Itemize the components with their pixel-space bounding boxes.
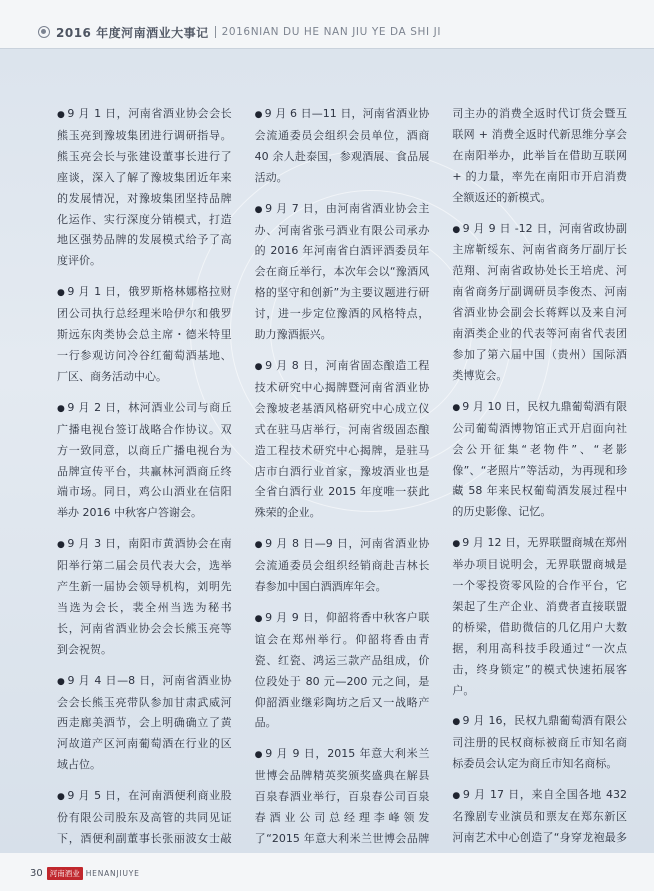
column-3	[452, 104, 627, 849]
paragraph: ● 9 月 2 日，林河酒业公司与商丘广播电视台签订战略合作协议。双方一致同意，以商丘广播电视台为品牌宣传平台，共赢林河酒商丘终端市场。同日，鸡公山酒业在信阳举办 2016 中秋客户答谢会。	[57, 400, 232, 520]
header-pinyin: 2016NIAN DU HE NAN JIU YE DA SHI JI	[221, 26, 442, 38]
header-divider	[215, 26, 216, 38]
column-1	[57, 104, 232, 849]
header-bar	[38, 22, 441, 42]
bullet-icon: ●	[57, 676, 66, 687]
bullet-icon: ●	[57, 288, 66, 299]
bullet-icon: ●	[254, 613, 264, 624]
paragraph: ● 9 月 4 日—8 日，河南省酒业协会会长熊玉亮带队参加甘肃武威河西走廊美酒节，会上明确确立了黄河故道产区河南葡萄酒在行业的区域占位。	[57, 673, 232, 772]
bullet-icon: ●	[452, 791, 461, 802]
bullet-icon: ●	[452, 402, 461, 413]
bullet-icon: ●	[254, 204, 264, 215]
paragraph: 司主办的消费全返时代订货会暨互联网 + 消费全返时代新思维分享会在南阳举办，此举旨在借助互联网 + 的力量，率先在南阳市开启消费全额返还的新模式。	[452, 107, 628, 204]
paragraph: ● 9 月 1 日，俄罗斯格林娜格拉财团公司执行总经理米哈伊尔和俄罗斯远东肉类协会总主席・德米特里一行参观访问冷谷红葡萄酒基地、厂区、商务活动中心。	[57, 285, 232, 383]
paragraph: ● 9 月 1 日，河南省酒业协会会长熊玉亮到豫坡集团进行调研指导。熊玉亮会长与张建设董事长进行了座谈，深入了解了豫坡集团近年来的发展情况，对豫坡集团坚持品牌化运作、实行深度分销模式，打造地区强势品牌的发展模式给予了高度评价。	[57, 107, 232, 268]
page-number: 30	[30, 868, 43, 879]
header-title: 2016 年度河南酒业大事记	[56, 25, 209, 40]
paragraph: ● 9 月 7 日，由河南省酒业协会主办、河南省张弓酒业有限公司承办的 2016 年河南省白酒评酒委员年会在商丘举行，本次年会以“豫酒风格的坚守和创新”为主要议题进行研讨，进一步定位豫酒的风格特点，助力豫酒振兴。	[254, 201, 430, 342]
paragraph: ● 9 月 9 日 -12 日，河南省政协副主席靳绥东、河南省商务厅副厅长范翔、河南省政协处长王培虎、河南省商务厅副调研员李俊杰、河南省酒业协会副会长蒋辉以及来自河南酒类企业的代表等河南省代表团参加了第六届中国（贵州）国际酒类博览会。	[452, 221, 628, 382]
page-footer	[0, 853, 654, 891]
circle-logo-icon	[38, 26, 50, 38]
paragraph: ● 9 月 9 日，2015 年意大利米兰世博会品牌精英奖颁奖盛典在解县百泉春酒业举行，百泉春公司百泉春酒业公司总经理李峰领发了“2015 年意大利米兰世博会品牌	[254, 747, 430, 845]
bullet-icon: ●	[57, 403, 66, 414]
magazine-name: HENANJIUYE	[85, 869, 140, 878]
paragraph: ● 9 月 8 日，河南省固态酿造工程技术研究中心揭牌暨河南省酒业协会豫坡老基酒风格研究中心成立仪式在驻马店举行，河南省级固态酿造工程技术研究中心揭牌，是驻马店市白酒行业首家，豫坡酒业也是全省白酒行业 2015 年度唯一获此殊荣的企业。	[254, 358, 430, 520]
paragraph: ● 9 月 12 日，无界联盟商城在郑州举办项目说明会，无界联盟商城是一个零投资零风险的合作平台，它架起了生产企业、消费者直接联盟的桥梁，借助微信的几亿用户大数据，利用高科技手段通过“一次点击，终身锁定”的模式快速拓展客户。	[452, 536, 628, 697]
paragraph: ● 9 月 10 日，民权九鼎葡萄酒有限公司葡萄酒博物馆正式开启面向社会公开征集“老物件”、“老影像”、“老照片”等活动，为再现和珍藏 58 年来民权葡萄酒发展过程中的历史影像、记忆。	[452, 399, 628, 519]
paragraph: ● 9 月 9 日，仰韶将香中秋客户联谊会在郑州举行。仰韶将香由青瓷、红瓷、鸿运三款产品组成，价位段处于 80 元—200 元之间，是仰韶酒业继彩陶坊之后又一战略产品。	[254, 610, 430, 730]
article-body	[57, 104, 627, 849]
magazine-badge: 河南酒业	[47, 867, 83, 880]
bullet-icon: ●	[254, 361, 264, 372]
bullet-icon: ●	[452, 717, 461, 728]
page-header	[0, 0, 654, 49]
paragraph: ● 9 月 17 日，来自全国各地 432 名豫剧专业演员和票友在郑东新区河南艺术中心创造了“身穿龙袍最多	[452, 788, 628, 844]
paragraph: ● 9 月 8 日—9 日，河南省酒业协会流通委员会组织经销商赴吉林长春参加中国白酒酒库年会。	[254, 537, 430, 594]
column-2	[255, 104, 430, 849]
bullet-icon: ●	[452, 224, 461, 235]
bullet-icon: ●	[57, 540, 66, 551]
footer-bar	[30, 867, 140, 880]
bullet-icon: ●	[254, 110, 263, 120]
bullet-icon: ●	[254, 750, 264, 761]
bullet-icon: ●	[57, 792, 66, 803]
paragraph: ● 9 月 5 日，在河南酒便利商业股份有限公司股东及高管的共同见证下，酒便利副董事长张丽波女士敲	[57, 789, 232, 845]
bullet-icon: ●	[452, 539, 461, 550]
paragraph: ● 9 月 6 日—11 日，河南省酒业协会流通委员会组织会员单位，酒商 40 余人赴泰国，参观酒展、食品展活动。	[254, 107, 430, 184]
paragraph: ● 9 月 3 日，南阳市黄酒协会在南阳举行第二届会员代表大会，选举产生新一届协会领导机构，刘明先当选为会长，裴全州当选为秘书长，河南省酒业协会会长熊玉亮等到会祝贺。	[57, 537, 232, 656]
bullet-icon: ●	[254, 540, 264, 551]
bullet-icon: ●	[57, 110, 66, 120]
paragraph: ● 9 月 16，民权九鼎葡萄酒有限公司注册的民权商标被商丘市知名商标委员会认定为商丘市知名商标。	[452, 714, 628, 771]
